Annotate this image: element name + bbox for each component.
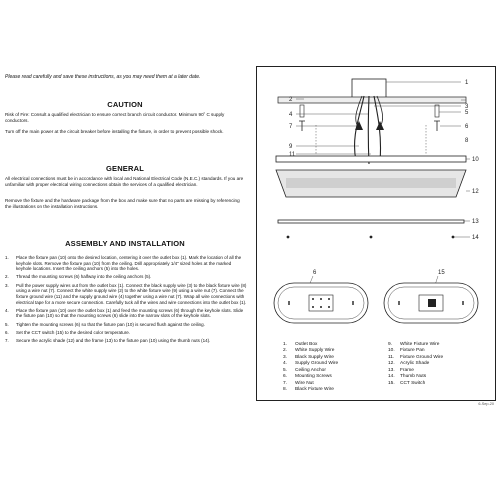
cct-switch-icon — [428, 299, 436, 307]
intro-note: Please read carefully and save these instructions, as you may need them at a later date. — [5, 74, 201, 80]
legend-label: Thumb Nuts — [400, 374, 427, 380]
legend-label: CCT Switch — [400, 380, 426, 386]
general-heading: GENERAL — [105, 164, 145, 173]
assembly-steps — [5, 255, 247, 346]
legend-number: 7. — [283, 380, 288, 386]
detail-label-15: 15 — [438, 270, 445, 276]
legend-number: 14. — [388, 374, 395, 380]
legend-label: Ceiling Anchor — [295, 367, 326, 373]
assembly-step — [5, 322, 247, 328]
step-number: 3. — [5, 282, 9, 288]
step-text: Tighten the mounting screws (6) so that the fixture pan (10) is secured flush against the ceiling. — [16, 321, 205, 327]
legend-number: 15. — [388, 380, 395, 386]
callout-8: 8 — [465, 138, 469, 144]
detail-label-6: 6 — [313, 270, 317, 276]
legend-number: 13. — [388, 367, 395, 373]
step-number: 2. — [5, 274, 9, 280]
legend-label: Fixture Pan — [400, 348, 425, 354]
callout-3: 3 — [465, 104, 469, 110]
thumb-nut-icon — [287, 236, 290, 239]
legend-column-left — [283, 342, 388, 394]
caution-paragraph-1: Risk of Fire: Consult a qualified electrician to ensure correct branch circuit conductor. Minimum 90˚ C supply conductors. — [5, 112, 225, 123]
thumb-nut-icon — [370, 236, 373, 239]
step-text: Place the fixture pan (10) over the outlet box (1) and feed the mounting screws (6) through the keyhole slots. Slide the fixture pan (10) so that the mounting screws (6) slide into the narrow slots of the keyhole slots. — [16, 307, 244, 319]
step-number: 1. — [5, 255, 9, 260]
step-text: Secure the acrylic shade (12) and the frame (13) to the fixture pan (10) using the thumb nuts (14). — [16, 338, 211, 344]
assembly-step — [5, 330, 247, 336]
general-paragraph-2: Remove the fixture and the hardware package from the box and make sure that no parts are missing by referencing the illustrations on the installation instructions. — [5, 198, 240, 209]
legend-number: 8. — [283, 387, 288, 393]
legend-number: 2. — [283, 348, 288, 354]
assembly-step — [5, 308, 247, 319]
general-paragraph-1: All electrical connections must be in accordance with local and National Electrical Code (N.E.C.) standards. If you are unfamiliar with proper electrical wiring connections obtain the services of a qualified electrician. — [5, 176, 244, 187]
legend-label: Fixture Ground Wire — [400, 354, 444, 360]
callout-1: 1 — [465, 80, 469, 86]
callout-2: 2 — [289, 97, 293, 103]
legend-number: 10. — [388, 348, 395, 354]
legend-number: 11. — [388, 354, 395, 360]
legend-number: 3. — [283, 354, 288, 360]
legend-label: Black Supply Wire — [295, 354, 334, 360]
assembly-step — [5, 283, 247, 306]
callout-5: 5 — [465, 110, 469, 116]
legend-item — [388, 381, 493, 387]
fixture-pan — [276, 156, 466, 162]
caution-paragraph-2: Turn off the main power at the circuit breaker before installing the fixture, in order to prevent possible shock. — [5, 129, 224, 134]
legend-label: Black Fixture Wire — [295, 387, 334, 393]
legend-number: 4. — [283, 361, 288, 367]
callout-9: 9 — [289, 144, 293, 150]
frame — [278, 220, 464, 223]
legend-label: Mounting Screws — [295, 374, 332, 380]
legend-label: White Supply Wire — [295, 348, 335, 354]
legend-item — [283, 387, 388, 393]
ceiling-line — [278, 97, 466, 103]
step-text: Pull the power supply wires out from the outlet box (1). Connect the black supply wire (3) to the black fixture wire (8) using a wire nut (7). Connect the white supply wire (2) to the white fixture wire (9) using a wire nut (7). Connect the fixture ground wire (11) and the supply ground wire (4) together using a wire nut (7). Wrap all wire connections with electrical tape for a more secure connection. Carefully tuck all the wires and wire connections into the outlet box (1). — [16, 282, 247, 305]
legend-number: 9. — [388, 342, 393, 347]
callout-7: 7 — [289, 124, 293, 130]
step-number: 4. — [5, 307, 9, 313]
callout-14: 14 — [472, 235, 479, 241]
step-text: Thread the mounting screws (6) halfway into the ceiling anchors (5). — [16, 274, 152, 280]
ceiling-anchor-icon — [435, 105, 439, 117]
date-code: 6-Sep-20 — [478, 402, 494, 406]
callout-10: 10 — [472, 157, 479, 163]
step-text: Place the fixture pan (10) onto the desired location, centering it over the outlet box (1). Mark the location of all the keyhole slots. Remove the fixture pan (10) from the ceiling. Drill appropriately 1/4" sized holes at the marked keyhole locations. Insert the ceiling anchors (5) into the holes. — [16, 255, 242, 272]
step-number: 5. — [5, 321, 9, 327]
assembly-heading: ASSEMBLY AND INSTALLATION — [65, 239, 185, 248]
legend-label: White Fixture Wire — [400, 342, 440, 347]
cct-switch-detail — [384, 270, 478, 323]
step-text: Set the CCT switch (15) to the desired color temperature. — [16, 329, 130, 335]
legend-label: Frame — [400, 367, 414, 373]
ceiling-anchor-icon — [300, 105, 304, 117]
legend-label: Outlet Box — [295, 342, 318, 347]
legend-column-right — [388, 342, 493, 394]
legend-number: 6. — [283, 374, 288, 380]
legend-number: 12. — [388, 361, 395, 367]
caution-heading: CAUTION — [107, 100, 143, 109]
assembly-step — [5, 274, 247, 280]
legend-number: 1. — [283, 342, 288, 347]
keyhole-detail — [274, 270, 368, 323]
callout-6: 6 — [465, 124, 469, 130]
legend-label: Supply Ground Wire — [295, 361, 339, 367]
step-number: 7. — [5, 338, 9, 344]
legend-label: Wire Nut — [295, 380, 314, 386]
assembly-step — [5, 255, 247, 272]
callout-11: 11 — [289, 152, 296, 158]
legend-number: 5. — [283, 367, 288, 373]
wire-nut-icon — [376, 121, 384, 130]
legend-label: Acrylic Shade — [400, 361, 430, 367]
callout-4: 4 — [289, 112, 293, 118]
step-number: 6. — [5, 329, 9, 335]
assembly-step — [5, 338, 247, 344]
callout-13: 13 — [472, 219, 479, 225]
callout-12: 12 — [472, 189, 479, 195]
parts-legend — [283, 342, 493, 394]
shade-band — [286, 178, 456, 188]
